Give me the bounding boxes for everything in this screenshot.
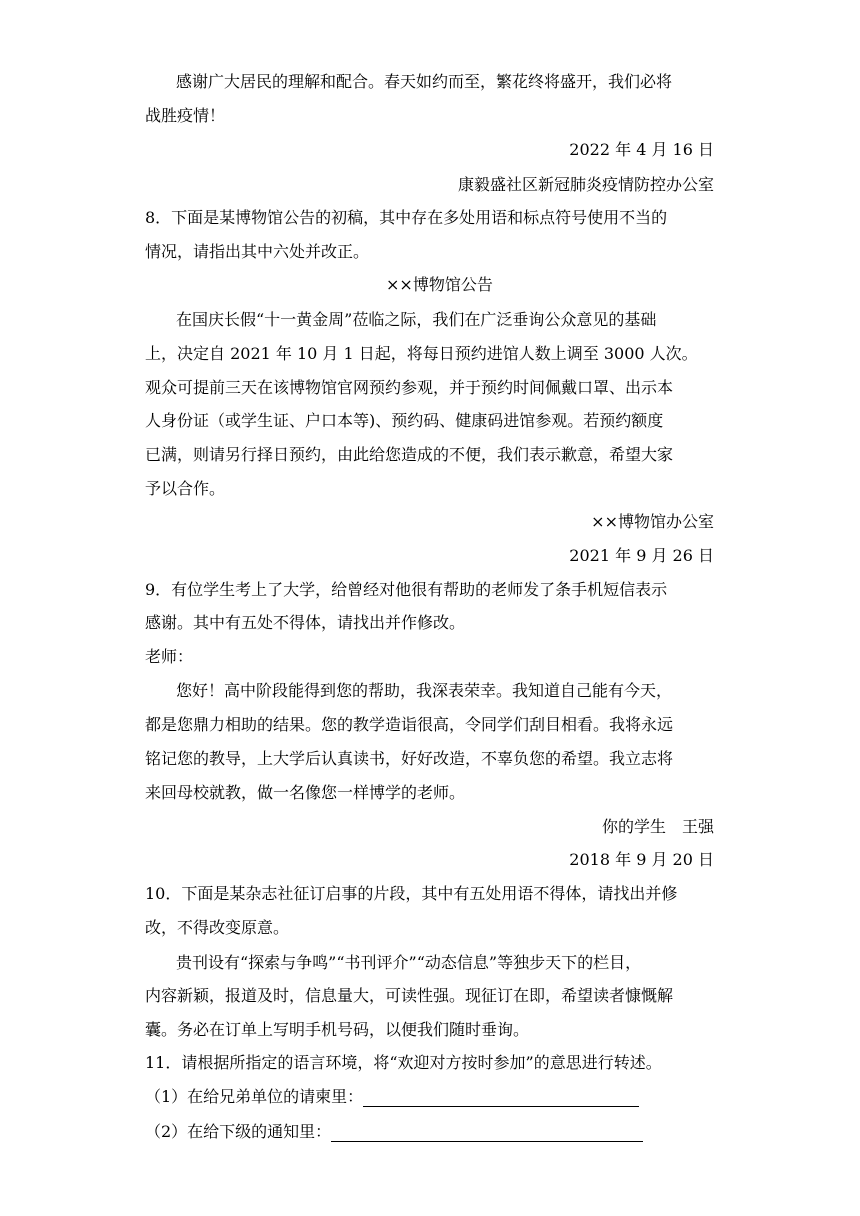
q8-body-line-6: 予以合作。 bbox=[145, 479, 226, 498]
q9-body-line-1: 您好！高中阶段能得到您的帮助，我深表荣幸。我知道自己能有今天， bbox=[176, 681, 673, 700]
q8-prompt-line-2: 情况，请指出其中六处并改正。 bbox=[145, 242, 370, 261]
notice-signature: 康毅盛社区新冠肺炎疫情防控办公室 bbox=[457, 175, 714, 194]
q11-item-2-answer-blank[interactable] bbox=[331, 1123, 643, 1142]
notice-ending-line-1: 感谢广大居民的理解和配合。春天如约而至，繁花终将盛开，我们必将 bbox=[176, 72, 673, 91]
q9-prompt-line-1: 9．有位学生考上了大学，给曾经对他很有帮助的老师发了条手机短信表示 bbox=[145, 580, 668, 599]
q10-prompt-line-1: 10．下面是某杂志社征订启事的片段，其中有五处用语不得体，请找出并修 bbox=[145, 884, 678, 903]
q9-body-line-2: 都是您鼎力相助的结果。您的教学造诣很高，令同学们刮目相看。我将永远 bbox=[145, 715, 674, 734]
q8-prompt-line-1: 8．下面是某博物馆公告的初稿，其中存在多处用语和标点符号使用不当的 bbox=[145, 208, 668, 227]
q11-item-1-label: （1）在给兄弟单位的请柬里： bbox=[145, 1087, 364, 1106]
q10-body-line-1: 贵刊设有“探索与争鸣”“书刊评介”“动态信息”等独步天下的栏目， bbox=[176, 953, 642, 972]
q10-body-line-3: 囊。务必在订单上写明手机号码，以便我们随时垂询。 bbox=[145, 1020, 530, 1039]
q8-signature: ××博物馆办公室 bbox=[591, 512, 714, 531]
q9-salutation: 老师： bbox=[145, 647, 194, 666]
q10-body-line-2: 内容新颖，报道及时，信息量大，可读性强。现征订在即，希望读者慷慨解 bbox=[145, 986, 674, 1005]
q8-notice-title: ××博物馆公告 bbox=[386, 275, 493, 294]
q9-date: 2018 年 9 月 20 日 bbox=[569, 850, 714, 869]
q11-item-2 bbox=[145, 1122, 643, 1142]
q10-prompt-line-2: 改，不得改变原意。 bbox=[145, 918, 290, 937]
q8-body-line-5: 已满，则请另行择日预约，由此给您造成的不便，我们表示歉意，希望大家 bbox=[145, 445, 674, 464]
q9-prompt-line-2: 感谢。其中有五处不得体，请找出并作修改。 bbox=[145, 613, 466, 632]
q9-signature: 你的学生 王强 bbox=[601, 817, 714, 836]
q8-body-line-2: 上，决定自 2021 年 10 月 1 日起，将每日预约进馆人数上调至 3000 人次。 bbox=[145, 344, 698, 363]
q8-date: 2021 年 9 月 26 日 bbox=[569, 546, 714, 565]
notice-date: 2022 年 4 月 16 日 bbox=[569, 140, 714, 159]
q11-prompt: 11．请根据所指定的语言环境，将“欢迎对方按时参加”的意思进行转述。 bbox=[145, 1053, 662, 1072]
q11-item-1 bbox=[145, 1087, 639, 1107]
q9-body-line-3: 铭记您的教导，上大学后认真读书，好好改造，不辜负您的希望。我立志将 bbox=[145, 749, 674, 768]
q11-item-1-answer-blank[interactable] bbox=[363, 1088, 639, 1107]
q8-body-line-1: 在国庆长假“十一黄金周”莅临之际，我们在广泛垂询公众意见的基础 bbox=[176, 310, 657, 329]
q9-body-line-4: 来回母校就教，做一名像您一样博学的老师。 bbox=[145, 783, 466, 802]
q8-body-line-3: 观众可提前三天在该博物馆官网预约参观，并于预约时间佩戴口罩、出示本 bbox=[145, 378, 674, 397]
notice-ending-line-2: 战胜疫情！ bbox=[145, 106, 226, 125]
q8-body-line-4: 人身份证（或学生证、户口本等)、预约码、健康码进馆参观。若预约额度 bbox=[145, 411, 664, 430]
q11-item-2-label: （2）在给下级的通知里： bbox=[145, 1122, 332, 1141]
